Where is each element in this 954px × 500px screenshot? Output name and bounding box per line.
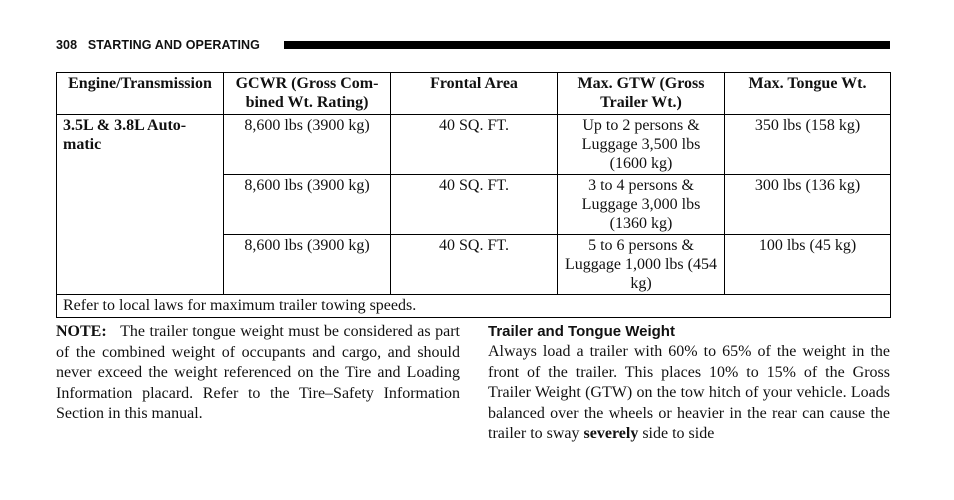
note-paragraph: [56, 322, 460, 425]
max-gtw-cell: 3 to 4 persons & Luggage 3,000 lbs (1360 kg): [558, 175, 725, 235]
frontal-area-cell: 40 SQ. FT.: [391, 235, 558, 295]
section-body-text-end: side to side: [638, 425, 715, 442]
max-tongue-cell: 350 lbs (158 kg): [725, 115, 891, 175]
header-engine-transmission: Engine/Transmission: [57, 73, 224, 115]
gcwr-cell: 8,600 lbs (3900 kg): [224, 115, 391, 175]
table-footer-row: [57, 295, 891, 318]
frontal-area-cell: 40 SQ. FT.: [391, 175, 558, 235]
section-body: [488, 342, 890, 445]
note-label: NOTE:: [56, 323, 107, 340]
frontal-area-cell: 40 SQ. FT.: [391, 115, 558, 175]
max-gtw-cell: Up to 2 persons & Luggage 3,500 lbs (1600 kg): [558, 115, 725, 175]
gcwr-cell: 8,600 lbs (3900 kg): [224, 235, 391, 295]
page-number: 308: [56, 38, 78, 52]
section-body-emphasis: severely: [583, 425, 639, 442]
table-row: [57, 115, 891, 175]
gcwr-cell: 8,600 lbs (3900 kg): [224, 175, 391, 235]
header-gcwr: GCWR (Gross Com- bined Wt. Rating): [224, 73, 391, 115]
section-body-text: Always load a trailer with 60% to 65% of the weight in the front of the trailer. This places 10% to 15% of the Gross Trailer Weight (GTW) on the tow hitch of your vehicle. Loads balanced over the wheels or heavier in the rear can cause the trailer to sway: [488, 343, 890, 442]
table-footer-note: Refer to local laws for maximum trailer towing speeds.: [57, 295, 891, 318]
max-tongue-cell: 100 lbs (45 kg): [725, 235, 891, 295]
section-heading: Trailer and Tongue Weight: [488, 323, 675, 340]
header-max-tongue-wt: Max. Tongue Wt.: [725, 73, 891, 115]
header-frontal-area: Frontal Area: [391, 73, 558, 115]
towing-spec-table: [56, 72, 891, 318]
max-tongue-cell: 300 lbs (136 kg): [725, 175, 891, 235]
page-header: [56, 38, 890, 52]
section-title: STARTING AND OPERATING: [87, 38, 260, 52]
note-text: The trailer tongue weight must be considered as part of the combined weight of occupants and cargo, and should never exceed the weight referenced on the Tire and Loading Information placard. Refer to the Tire–Safety Information Section in this manual.: [56, 323, 461, 422]
table-header-row: [57, 73, 891, 115]
header-max-gtw: Max. GTW (Gross Trailer Wt.): [558, 73, 725, 115]
header-rule: [284, 41, 890, 49]
max-gtw-cell: 5 to 6 persons & Luggage 1,000 lbs (454 kg): [558, 235, 725, 295]
page-header-label: [56, 38, 260, 52]
engine-cell: 3.5L & 3.8L Auto- matic: [57, 115, 224, 295]
